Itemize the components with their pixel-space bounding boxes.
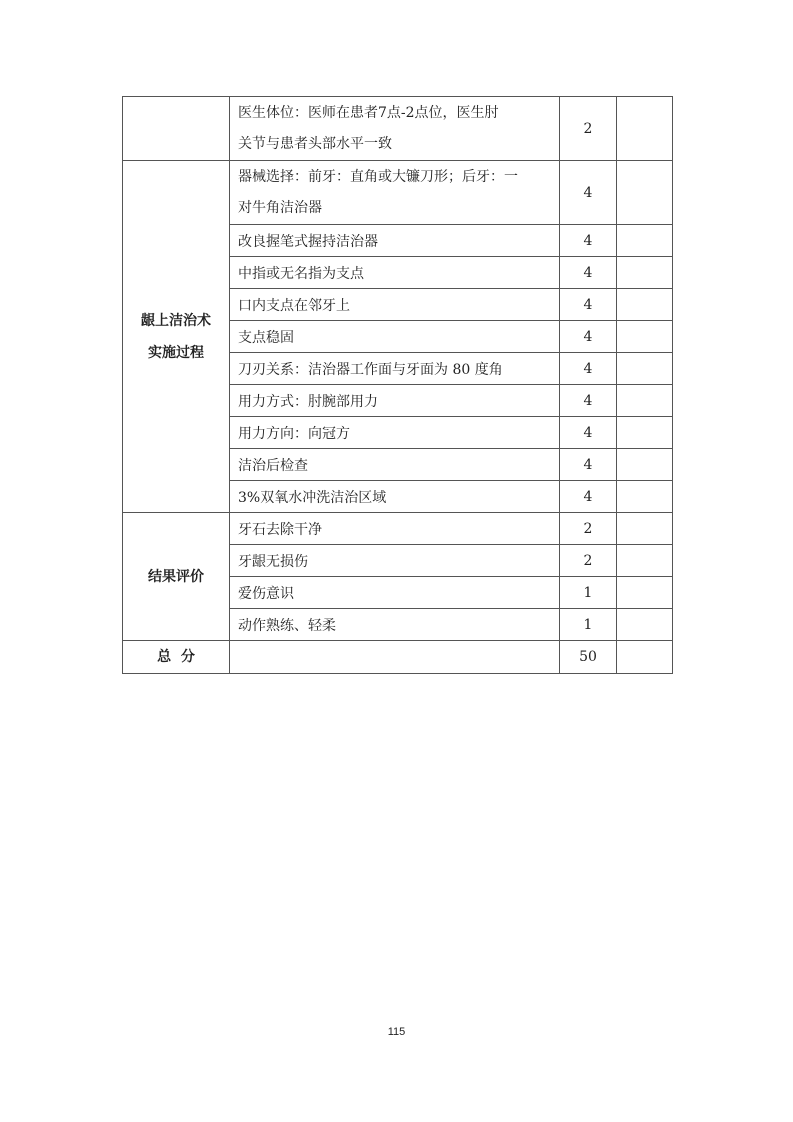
- item-text-line: 关节与患者头部水平一致: [238, 135, 392, 152]
- total-label: 总 分: [123, 641, 230, 674]
- blank-cell: [617, 385, 673, 417]
- item-cell: 用力方式：肘腕部用力: [230, 385, 560, 417]
- table-row: [123, 513, 673, 545]
- item-cell: 支点稳固: [230, 321, 560, 353]
- blank-cell: [230, 641, 560, 674]
- item-text-line: 对牛角洁治器: [238, 199, 322, 216]
- score-cell: 1: [560, 577, 617, 609]
- item-cell: [230, 97, 560, 161]
- score-cell: 4: [560, 385, 617, 417]
- score-cell: 4: [560, 321, 617, 353]
- blank-cell: [617, 577, 673, 609]
- page-number: 115: [387, 1026, 406, 1038]
- item-cell: 用力方向：向冠方: [230, 417, 560, 449]
- item-cell: 中指或无名指为支点: [230, 257, 560, 289]
- score-cell: 2: [560, 97, 617, 161]
- category-label-line2: 实施过程: [148, 344, 204, 361]
- blank-cell: [617, 289, 673, 321]
- score-cell: 4: [560, 225, 617, 257]
- item-cell: 刀刃关系：洁治器工作面与牙面为 80 度角: [230, 353, 560, 385]
- blank-cell: [617, 353, 673, 385]
- item-cell: 改良握笔式握持洁治器: [230, 225, 560, 257]
- blank-cell: [617, 321, 673, 353]
- score-cell: 4: [560, 161, 617, 225]
- score-cell: 4: [560, 289, 617, 321]
- score-cell: 1: [560, 609, 617, 641]
- blank-cell: [617, 609, 673, 641]
- item-cell: [230, 161, 560, 225]
- item-cell: 口内支点在邻牙上: [230, 289, 560, 321]
- category-cell-result: 结果评价: [123, 513, 230, 641]
- score-cell: 4: [560, 481, 617, 513]
- score-cell: 2: [560, 545, 617, 577]
- blank-cell: [617, 257, 673, 289]
- blank-cell: [617, 449, 673, 481]
- item-cell: 牙石去除干净: [230, 513, 560, 545]
- blank-cell: [617, 97, 673, 161]
- category-label-line1: 龈上洁治术: [141, 312, 211, 329]
- category-cell-empty: [123, 97, 230, 161]
- blank-cell: [617, 545, 673, 577]
- score-cell: 4: [560, 417, 617, 449]
- blank-cell: [617, 417, 673, 449]
- scoring-table: [122, 96, 673, 674]
- total-score: 50: [560, 641, 617, 674]
- blank-cell: [617, 513, 673, 545]
- score-cell: 2: [560, 513, 617, 545]
- item-cell: 牙龈无损伤: [230, 545, 560, 577]
- score-cell: 4: [560, 257, 617, 289]
- category-cell-process: [123, 161, 230, 513]
- blank-cell: [617, 481, 673, 513]
- item-cell: 洁治后检查: [230, 449, 560, 481]
- total-row: [123, 641, 673, 674]
- item-text-line: 医生体位：医师在患者7点-2点位，医生肘: [238, 104, 499, 121]
- score-cell: 4: [560, 449, 617, 481]
- item-cell: 爱伤意识: [230, 577, 560, 609]
- item-cell: 动作熟练、轻柔: [230, 609, 560, 641]
- score-cell: 4: [560, 353, 617, 385]
- item-text-line: 器械选择：前牙：直角或大镰刀形；后牙：一: [238, 168, 518, 185]
- table-row: [123, 97, 673, 161]
- blank-cell: [617, 225, 673, 257]
- table-row: [123, 161, 673, 225]
- blank-cell: [617, 641, 673, 674]
- blank-cell: [617, 161, 673, 225]
- item-cell: 3%双氧水冲洗洁治区域: [230, 481, 560, 513]
